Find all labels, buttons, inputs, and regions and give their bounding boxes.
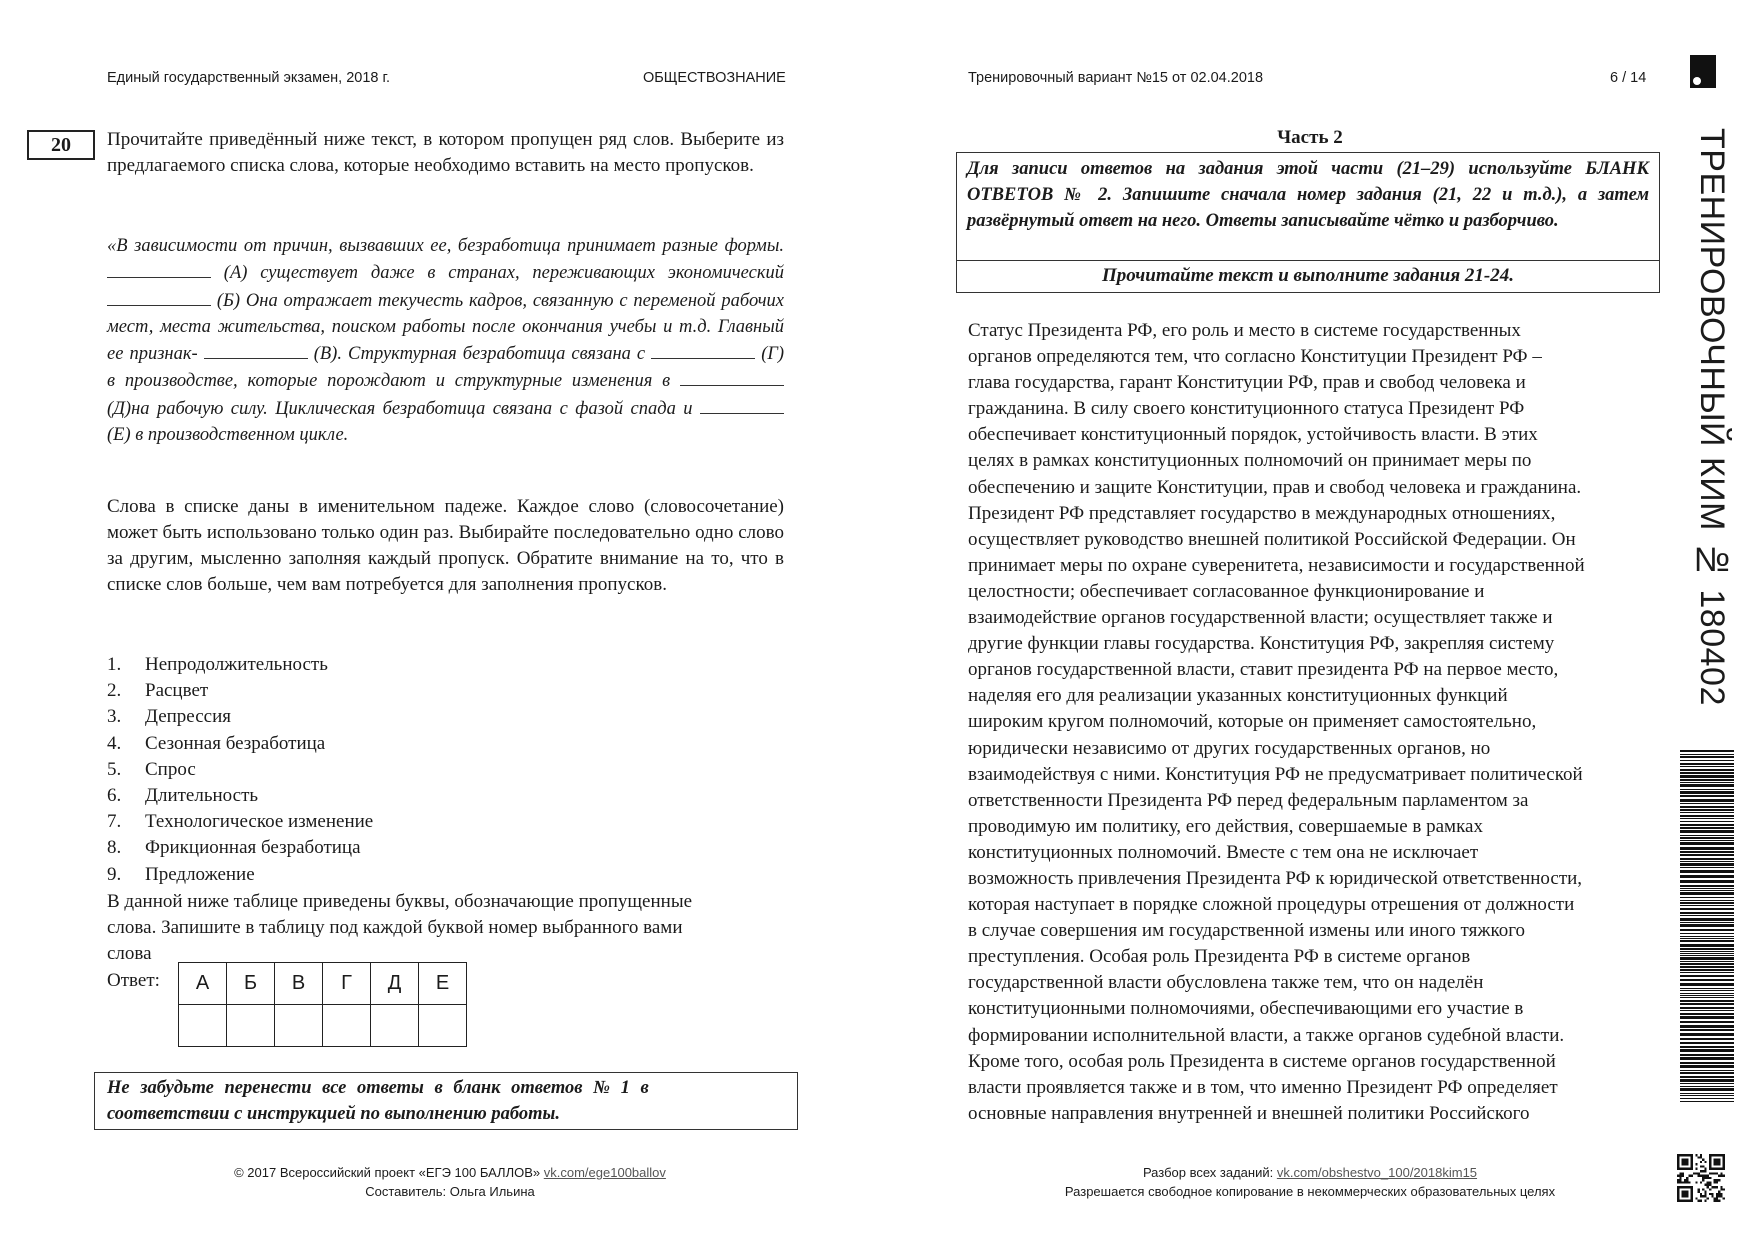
answer-table — [178, 962, 467, 1047]
passage-b: (Б) Она отражает текучесть кадров, связанную с переменой рабочих мест, места жительства, поиском работы после окончания учебы и т.д. Главный ее признак- — [107, 290, 785, 365]
task-intro: Прочитайте приведённый ниже текст, в котором пропущен ряд слов. Выберите из предлагаемого списка слова, которые необходимо вставить на место пропусков. — [107, 129, 784, 176]
text-line: ответственности Президента РФ перед федеральным парламентом за — [968, 789, 1529, 811]
passage-a: (А) существует даже в странах, переживающих экономический — [223, 263, 784, 284]
text-line: взаимодействуя с ними. Конституция РФ не предусматривает политической — [968, 763, 1583, 785]
text-line: формировании исполнительной власти, а также органов судебной власти. — [968, 1024, 1565, 1046]
part2-read-prompt: Прочитайте текст и выполните задания 21-24. — [957, 260, 1659, 292]
text-line: органов государственной власти, ставит президента РФ на первое место, — [968, 659, 1559, 681]
side-title: ТРЕНИРОВОЧНЫЙ КИМ № 180402 — [1693, 128, 1731, 706]
footer-author: Составитель: Ольга Ильина — [365, 1184, 535, 1199]
word-list — [107, 652, 607, 888]
text-line: проводимую им политику, его действия, совершаемые в рамках — [968, 815, 1483, 837]
footer-link-ege[interactable]: vk.com/ege100ballov — [543, 1165, 666, 1180]
text-line: конституционных полномочий. Вместе с тем она не исключает — [968, 841, 1479, 863]
blank-a — [107, 259, 211, 278]
blank-b — [107, 287, 211, 306]
text-line: обеспечению и защите Конституции, прав и свобод человека и гражданина. — [968, 476, 1582, 498]
task-passage — [107, 233, 784, 448]
answer-cell[interactable] — [179, 1005, 227, 1047]
list-item: 4. Сезонная безработица — [107, 732, 326, 754]
footer-note: Разрешается свободное копирование в некоммерческих образовательных целях — [1064, 1184, 1556, 1199]
footer-copyright: © 2017 Всероссийский проект «ЕГЭ 100 БАЛЛОВ» — [234, 1165, 541, 1180]
passage-c: (В). Структурная безработица связана с — [313, 344, 646, 365]
text-line: которая наступает в порядке сложной процедуры отрешения от должности — [968, 894, 1575, 916]
text-line: юридически независимо от других государственных органов, но — [968, 737, 1491, 759]
list-item: 5. Спрос — [107, 758, 196, 780]
list-item: 2. Расцвет — [107, 680, 209, 702]
table-intro: В данной ниже таблице приведены буквы, обозначающие пропущенные слова. Запишите в таблицу под каждой буквой номер выбранного вами слова — [107, 891, 693, 964]
text-line: Президент РФ представляет государство в международных отношениях, — [968, 502, 1556, 524]
text-line: возможность привлечения Президента РФ к юридической ответственности, — [968, 867, 1583, 889]
text-line: Кроме того, особая роль Президента в системе органов государственной — [968, 1050, 1556, 1072]
answer-letter: Д — [371, 963, 419, 1005]
answer-letter: А — [179, 963, 227, 1005]
text-line: глава государства, гарант Конституции РФ, прав и свобод человека и — [968, 372, 1526, 394]
list-item: 6. Длительность — [107, 785, 259, 807]
answer-cell[interactable] — [323, 1005, 371, 1047]
footer-right — [1000, 1163, 1620, 1201]
barcode-icon — [1680, 750, 1734, 1102]
answer-cell[interactable] — [275, 1005, 323, 1047]
text-line: преступления. Особая роль Президента РФ в системе органов — [968, 946, 1471, 968]
part2-instruction: Для записи ответов на задания этой части (21–29) используйте БЛАНК ОТВЕТОВ № 2. Запишите сначала номер задания (21, 22 и т.д.), а затем развёрнутый ответ на него. Ответы записывайте чётко и разборчиво. — [967, 159, 1649, 231]
corner-mark-icon — [1690, 55, 1716, 88]
answer-cell[interactable] — [371, 1005, 419, 1047]
text-line: широким кругом полномочий, которые он применяет самостоятельно, — [968, 711, 1537, 733]
passage-e: (Д)на рабочую силу. Циклическая безработица связана с фазой спада и — [107, 398, 693, 419]
header-variant: Тренировочный вариант №15 от 02.04.2018 — [968, 70, 1264, 86]
text-line: конституционными полномочиями, обеспечивающими его участие в — [968, 998, 1524, 1020]
answer-letter: Е — [419, 963, 467, 1005]
text-line: осуществляет руководство внешней политикой Российской Федерации. Он — [968, 528, 1576, 550]
text-line: государственной власти обусловлена также тем, что он наделён — [968, 972, 1484, 994]
text-line: органов определяются тем, что согласно Конституции Президент РФ – — [968, 346, 1542, 368]
list-item: 7. Технологическое изменение — [107, 811, 374, 833]
text-line: власти проявляется также и в том, что именно Президент РФ определяет — [968, 1076, 1558, 1098]
list-item: 3. Депрессия — [107, 706, 231, 728]
passage-f: (Е) в производственном цикле. — [107, 425, 349, 446]
task-instructions: Слова в списке даны в именительном падеже. Каждое слово (словосочетание) может быть использовано только один раз. Выбирайте последовательно одно слово за другим, мысленно заполняя каждый пропуск. Обратите внимание на то, что в списке слов больше, чем вам потребуется для заполнения пропусков. — [107, 496, 784, 595]
part2-title: Часть 2 — [1277, 127, 1343, 148]
text-line: гражданина. В силу своего конституционного статуса Президент РФ — [968, 398, 1525, 420]
main-text — [968, 318, 1668, 1127]
answer-cell[interactable] — [419, 1005, 467, 1047]
answer-letter: В — [275, 963, 323, 1005]
header-subject: ОБЩЕСТВОЗНАНИЕ — [643, 70, 786, 86]
text-line: основные направления внутренней и внешней политики Российского — [968, 1102, 1530, 1124]
list-item: 1. Непродолжительность — [107, 654, 328, 675]
part2-instruction-box — [956, 152, 1660, 293]
header-exam: Единый государственный экзамен, 2018 г. — [107, 70, 391, 86]
header-page: 6 / 14 — [1610, 70, 1647, 86]
blank-e — [680, 367, 784, 386]
text-line: в случае совершения им государственной измены или иного тяжкого — [968, 920, 1526, 942]
text-line: обеспечивает конституционный порядок, устойчивость власти. В этих — [968, 424, 1538, 446]
footer-left — [150, 1163, 750, 1201]
footer-prefix: Разбор всех заданий: — [1142, 1165, 1274, 1180]
answer-cell[interactable] — [227, 1005, 275, 1047]
text-line: наделяя его для реализации указанных конституционных функций — [968, 685, 1508, 707]
list-item: 9. Предложение — [107, 863, 255, 885]
answer-letter: Б — [227, 963, 275, 1005]
text-line: Статус Президента РФ, его роль и место в системе государственных — [968, 320, 1521, 341]
text-line: принимает меры по охране суверенитета, независимости и государственной — [968, 554, 1585, 576]
blank-f — [700, 395, 784, 414]
reminder-line-1: Не забудьте перенести все ответы в бланк ответов № 1 в — [107, 1078, 649, 1098]
task-number: 20 — [27, 130, 95, 160]
passage-p1: «В зависимости от причин, вызвавших ее, безработица принимает разные формы. — [107, 236, 784, 256]
text-line: целостности; обеспечивает согласованное функционирование и — [968, 580, 1485, 602]
passage-d: (Г) в производстве, которые порождают и структурные изменения в — [107, 344, 785, 392]
blank-c — [204, 340, 308, 359]
reminder-box — [94, 1072, 798, 1130]
text-line: целях в рамках конституционных полномочий он принимает меры по — [968, 450, 1532, 472]
blank-d — [651, 340, 755, 359]
list-item: 8. Фрикционная безработица — [107, 837, 361, 859]
answer-label: Ответ: — [107, 970, 160, 991]
text-line: другие функции главы государства. Конституция РФ, закрепляя систему — [968, 633, 1555, 655]
qr-code-icon — [1677, 1154, 1725, 1202]
reminder-line-2: соответствии с инструкцией по выполнению работы. — [107, 1104, 560, 1124]
footer-link-analysis[interactable]: vk.com/obshestvo_100/2018kim15 — [1276, 1165, 1478, 1180]
text-line: взаимодействие органов государственной власти; осуществляет также и — [968, 607, 1553, 629]
answer-letter: Г — [323, 963, 371, 1005]
